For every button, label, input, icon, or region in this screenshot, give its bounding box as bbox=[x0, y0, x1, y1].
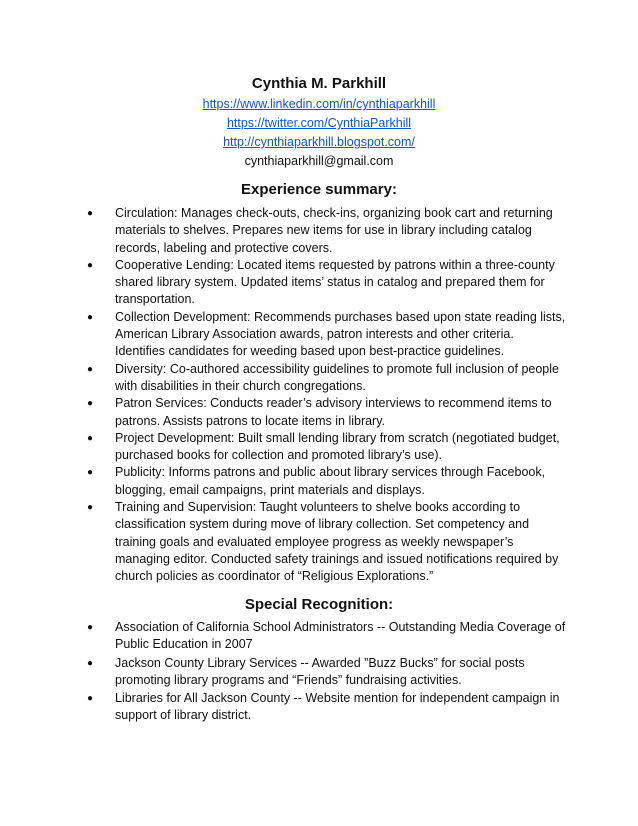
linkedin-link[interactable]: https://www.linkedin.com/in/cynthiaparkhill bbox=[202, 97, 436, 111]
recognition-item-text: Libraries for All Jackson County -- Website mention for independent campaign in support of library district. bbox=[115, 691, 560, 723]
recognition-list bbox=[87, 619, 567, 726]
experience-item-text: Patron Services: Conducts reader’s advisory interviews to recommend items to patrons. Assists patrons to locate items in library. bbox=[115, 396, 552, 428]
experience-item-collection-development bbox=[87, 309, 567, 361]
recognition-item-acsa bbox=[87, 619, 567, 654]
experience-item-text: Publicity: Informs patrons and public about library services through Facebook, blogging, email campaigns, print materials and displays. bbox=[115, 465, 546, 497]
experience-item-cooperative-lending bbox=[87, 257, 567, 309]
recognition-item-jcls bbox=[87, 655, 567, 690]
bullet-icon: ● bbox=[87, 259, 94, 271]
experience-item-circulation bbox=[87, 205, 567, 257]
special-recognition-heading: Special Recognition: bbox=[244, 596, 394, 613]
recognition-item-text: Jackson County Library Services -- Awarded ”Buzz Bucks” for social posts promoting library programs and “Friends” fundraising activities. bbox=[115, 655, 525, 687]
experience-item-diversity bbox=[87, 361, 567, 396]
experience-item-text: Project Development: Built small lending library from scratch (negotiated budget, purchased books for collection and promoted library’s use). bbox=[115, 430, 560, 463]
experience-item-patron-services bbox=[87, 395, 567, 430]
experience-item-text: Training and Supervision: Taught volunteers to shelve books according to classification system during move of library collection. Set competency and training goals and evaluated employee progress as weekly newspaper’s managing editor. Conducted safety trainings and issued notifications required by church policies as coordinator of “Religious Explorations.” bbox=[115, 500, 559, 584]
experience-list bbox=[87, 205, 567, 586]
email-address: cynthiaparkhill@gmail.com bbox=[244, 154, 394, 168]
bullet-icon: ● bbox=[87, 432, 94, 444]
bullet-icon: ● bbox=[87, 363, 94, 375]
experience-item-project-development bbox=[87, 430, 567, 465]
bullet-icon: ● bbox=[87, 622, 94, 633]
experience-item-training-supervision bbox=[87, 499, 567, 585]
contact-header bbox=[0, 74, 638, 171]
recognition-item-libraries-for-all bbox=[87, 690, 567, 725]
experience-item-text: Diversity: Co-authored accessibility guidelines to promote full inclusion of people with disabilities in their church congregations. bbox=[115, 361, 559, 393]
bullet-icon: ● bbox=[87, 398, 94, 410]
experience-item-publicity bbox=[87, 464, 567, 499]
experience-item-text: Collection Development: Recommends purchases based upon state reading lists, American Library Association awards, patron interests and other criteria. Identifies candidates for weeding based upon best-practice guidelines. bbox=[115, 309, 566, 359]
twitter-link[interactable]: https://twitter.com/CynthiaParkhill bbox=[226, 116, 412, 130]
bullet-icon: ● bbox=[87, 693, 94, 705]
blog-link[interactable]: http://cynthiaparkhill.blogspot.com/ bbox=[223, 135, 415, 149]
resume-name: Cynthia M. Parkhill bbox=[251, 75, 387, 92]
experience-item-text: Circulation: Manages check-outs, check-ins, organizing book cart and returning materials to shelves. Prepares new items for use in library including catalog records, labeling and protective covers. bbox=[115, 206, 553, 255]
experience-summary-heading: Experience summary: bbox=[241, 181, 397, 198]
bullet-icon: ● bbox=[87, 657, 94, 669]
bullet-icon: ● bbox=[87, 502, 94, 514]
bullet-icon: ● bbox=[87, 208, 94, 219]
bullet-icon: ● bbox=[87, 311, 94, 323]
bullet-icon: ● bbox=[87, 467, 94, 479]
experience-item-text: Cooperative Lending: Located items requested by patrons within a three-county shared library system. Updated items’ status in catalog and prepared them for transportation. bbox=[115, 257, 555, 307]
recognition-item-text: Association of California School Administrators -- Outstanding Media Coverage of Public Education in 2007 bbox=[115, 620, 566, 652]
